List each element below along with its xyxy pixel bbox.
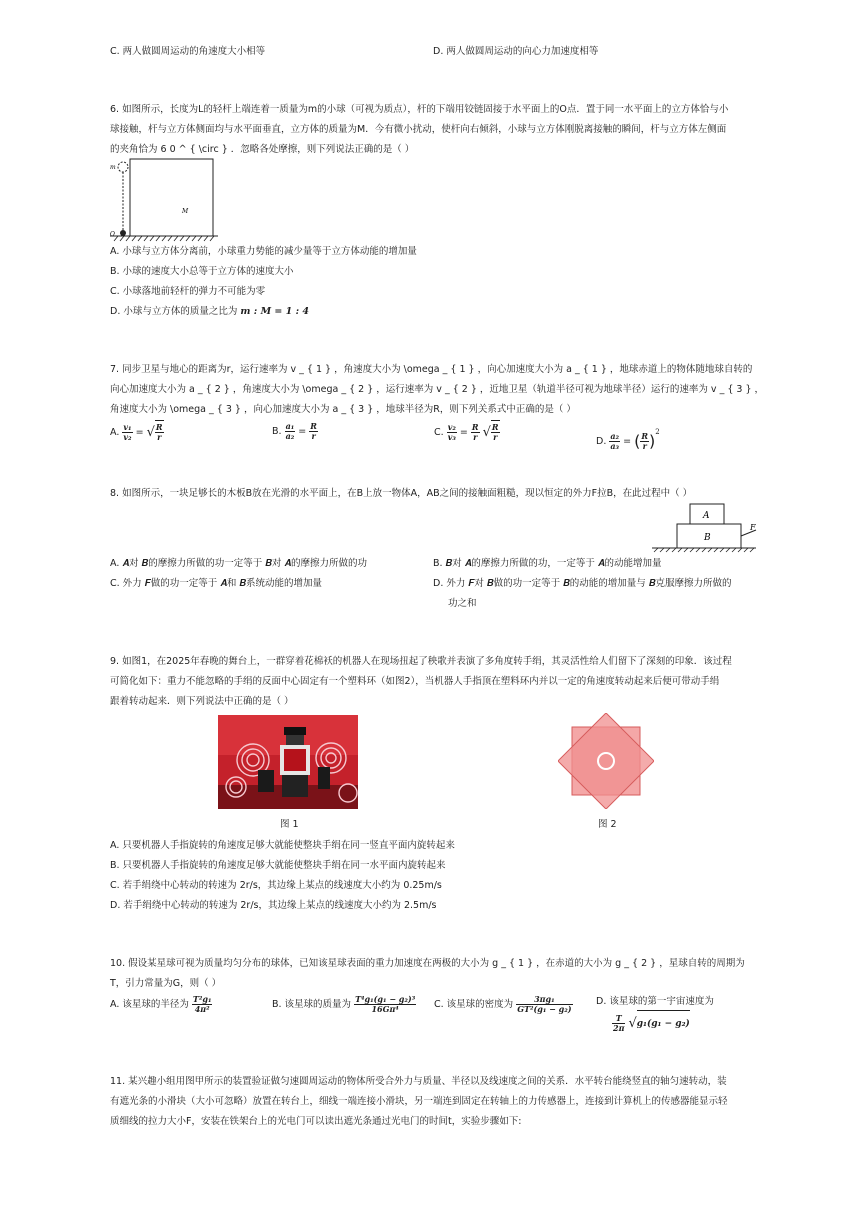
q10-stem-line1: 10. 假设某星球可视为质量均匀分布的球体，已知该星球表面的重力加速度在两极的大小为 g _ { 1 } ，在赤道的大小为 g _ { 2 } ，星球自转的周期为 xyxy=(110,958,745,969)
q7-d-exponent: 2 xyxy=(655,428,660,436)
q7-b-rhs: $\frac{R}{r}$ xyxy=(310,421,317,441)
q10-c-frac: $\frac{\text{3πg₁}}{\text{GT²(g₁ − g₂)}}$ xyxy=(517,994,572,1014)
q9-option-d: D. 若手绢绕中心转动的转速为 2r/s，其边缘上某点的线速度大小约为 2.5m/s xyxy=(110,900,437,911)
q7-d-lhs: $\frac{\text{a₂}}{\text{a₃}}$ xyxy=(610,431,620,451)
q10-option-c xyxy=(434,992,573,1018)
q6-stem-line3: 的夹角恰为 6 0 ^ { \circ } ．忽略各处摩擦，则下列说法正确的是（ ） xyxy=(110,144,415,155)
q7-c-eq: = xyxy=(459,427,468,438)
q6-option-a: A. 小球与立方体分离前，小球重力势能的减少量等于立方体动能的增加量 xyxy=(110,246,417,257)
q10-option-d-text: D. 该星球的第一宇宙速度为 xyxy=(596,996,714,1007)
q9-stem-line3: 跟着转动起来．则下列说法中正确的是（ ） xyxy=(110,696,294,707)
label-B: B xyxy=(704,533,711,543)
q8-option-d-line1: D. 外力 𝑭对 𝑩做的功一定等于 𝑩的动能的增加量与 𝑩克服摩擦力所做的 xyxy=(433,578,732,589)
q9-stem-line2: 可简化如下：重力不能忽略的手绢的反面中心固定有一个塑料环（如图2），当机器人手指顶在塑料环内并以一定的角速度转动起来后便可带动手绢 xyxy=(110,676,720,687)
cube xyxy=(130,159,213,236)
q9-fig2-caption: 图 2 xyxy=(598,819,617,830)
q10-a-text: A. 该星球的半径为 xyxy=(110,999,189,1010)
q6-option-d xyxy=(110,305,309,318)
q7-stem-line2: 向心加速度大小为 a _ { 2 } ，角速度大小为 \omega _ { 2 } ，运行速率为 v _ { 2 } ，近地卫星（轨道半径可视为地球半径）运行的速率为 v _ { 3 } ， xyxy=(110,384,765,395)
q7-option-d: D. $\frac{\text{a₂}}{\text{a₃}}$ = ( $\frac{R}{r}$ )$^2$ xyxy=(596,428,660,451)
q10-d-frac: $\frac{T}{2\pi}$ xyxy=(613,1013,625,1033)
label-m: m xyxy=(110,164,116,171)
q8-option-d-line2: 功之和 xyxy=(448,598,477,609)
ball xyxy=(118,162,128,172)
q7-d-eq: = xyxy=(623,436,632,447)
q6-option-b: B. 小球的速度大小总等于立方体的速度大小 xyxy=(110,266,294,277)
q7-c-sqrt: √ $\frac{R}{r}$ xyxy=(483,420,500,445)
q5-option-c: C. 两人做圆周运动的角速度大小相等 xyxy=(110,46,266,57)
q10-a-frac: $\frac{\text{T²g₁}}{\text{4π²}}$ xyxy=(192,994,212,1014)
q6-option-d-text: D. 小球与立方体的质量之比为 xyxy=(110,306,238,317)
q8-figure xyxy=(652,502,760,554)
q7-c-rhs: $\frac{R}{r}$ xyxy=(471,422,479,442)
q9-fig1-caption: 图 1 xyxy=(280,819,299,830)
q9-figure1-photo xyxy=(218,715,358,809)
q7-d-rhs: $\frac{R}{r}$ xyxy=(641,431,648,451)
q7-c-label: C. xyxy=(434,427,444,438)
ground-hatch xyxy=(654,548,754,552)
q6-option-c: C. 小球落地前轻杆的弹力不可能为零 xyxy=(110,286,266,297)
q6-option-d-math: m : M = 1 : 4 xyxy=(240,306,309,317)
q7-option-a xyxy=(110,420,164,445)
q9-figure2-handkerchief xyxy=(558,713,654,809)
q10-stem-line2: T，引力常量为G，则（ ） xyxy=(110,978,222,989)
q10-d-sqrt: √g₁(g₁ − g₂) xyxy=(628,1010,689,1037)
q7-b-lhs: $\frac{\text{a₁}}{\text{a₂}}$ xyxy=(285,421,295,441)
q7-a-sqrt: √ $\frac{R}{r}$ xyxy=(147,420,164,445)
q10-b-text: B. 该星球的质量为 xyxy=(272,999,352,1010)
q9-stem-line1: 9. 如图1，在2025年春晚的舞台上，一群穿着花棉袄的机器人在现场扭起了秧歌并表演了多角度转手绢，其灵活性给人们留下了深刻的印象．该过程 xyxy=(110,656,732,667)
q7-a-label: A. xyxy=(110,427,120,438)
q5-option-d: D. 两人做圆周运动的向心力加速度相等 xyxy=(433,46,599,57)
q6-stem-line2: 球接触，杆与立方体侧面均与水平面垂直，立方体的质量为M．今有微小扰动，使杆向右倾斜，小球与立方体刚脱离接触的瞬间，杆与立方体左侧面 xyxy=(110,124,727,135)
label-F: F xyxy=(750,523,756,532)
q7-c-lhs: $\frac{\text{v₂}}{\text{v₃}}$ xyxy=(447,422,456,442)
q6-stem-line1: 6. 如图所示，长度为L的轻杆上端连着一质量为m的小球（可视为质点），杆的下端用铰链固接于水平面上的O点．置于同一水平面上的立方体恰与小 xyxy=(110,104,729,115)
q7-option-b xyxy=(272,420,318,444)
q10-option-d-expr xyxy=(612,1010,690,1037)
q7-a-eq: = xyxy=(135,427,144,438)
q9-option-a: A. 只要机器人手指旋转的角速度足够大就能使整块手绢在同一竖直平面内旋转起来 xyxy=(110,840,455,851)
q7-b-eq: = xyxy=(298,426,307,437)
q8-stem: 8. 如图所示，一块足够长的木板B放在光滑的水平面上，在B上放一物体A，AB之间的接触面粗糙，现以恒定的外力F拉B，在此过程中（ ） xyxy=(110,488,693,499)
label-A: A xyxy=(703,511,710,521)
q7-a-lhs: $\frac{\text{v₁}}{\text{v₂}}$ xyxy=(123,422,132,442)
q7-b-label: B. xyxy=(272,426,282,437)
q7-stem-line3: 角速度大小为 \omega _ { 3 } ，向心加速度大小为 a _ { 3 } ，地球半径为R，则下列关系式中正确的是（ ） xyxy=(110,404,576,415)
q7-stem-line1: 7. 同步卫星与地心的距离为r，运行速率为 v _ { 1 } ，角速度大小为 \omega _ { 1 } ，向心加速度大小为 a _ { 1 } ，地球赤道上的物体随地球自转的 xyxy=(110,364,753,375)
q11-stem-line1: 11. 某兴趣小组用图甲所示的装置验证做匀速圆周运动的物体所受合外力与质量、半径以及线速度之间的关系．水平转台能绕竖直的轴匀速转动，装 xyxy=(110,1076,727,1087)
q10-b-frac: $\frac{\text{T⁴g₁(g₁ − g₂)³}}{\text{16Gπ⁴}}$ xyxy=(355,994,416,1014)
q8-option-c: C. 外力 𝑭做的功一定等于 𝑨和 𝑩系统动能的增加量 xyxy=(110,578,323,589)
q11-stem-line2: 有遮光条的小滑块（大小可忽略）放置在转台上，细线一端连接小滑块，另一端连到固定在转轴上的力传感器上，连接到计算机上的传感器能显示轻 xyxy=(110,1096,728,1107)
q10-option-b xyxy=(272,992,416,1018)
q11-stem-line3: 质细线的拉力大小F，安装在铁架台上的光电门可以读出遮光条通过光电门的时间t，实验步骤如下: xyxy=(110,1116,522,1127)
q8-option-a: A. 𝑨对 𝑩的摩擦力所做的功一定等于 𝑩对 𝑨的摩擦力所做的功 xyxy=(110,558,368,569)
q10-option-a xyxy=(110,992,212,1018)
q7-d-label: D. xyxy=(596,436,607,447)
q10-c-text: C. 该星球的密度为 xyxy=(434,999,514,1010)
q9-option-b: B. 只要机器人手指旋转的角速度足够大就能使整块手绢在同一水平面内旋转起来 xyxy=(110,860,446,871)
label-O: O xyxy=(110,231,115,238)
q9-option-c: C. 若手绢绕中心转动的转速为 2r/s，其边缘上某点的线速度大小约为 0.25m/s xyxy=(110,880,442,891)
q7-option-c xyxy=(434,420,500,445)
q6-figure xyxy=(108,156,220,242)
ground-hatch xyxy=(114,236,214,241)
q8-option-b: B. 𝑩对 𝑨的摩擦力所做的功，一定等于 𝑨的动能增加量 xyxy=(433,558,662,569)
hinge xyxy=(120,230,126,236)
label-M: M xyxy=(182,208,189,215)
